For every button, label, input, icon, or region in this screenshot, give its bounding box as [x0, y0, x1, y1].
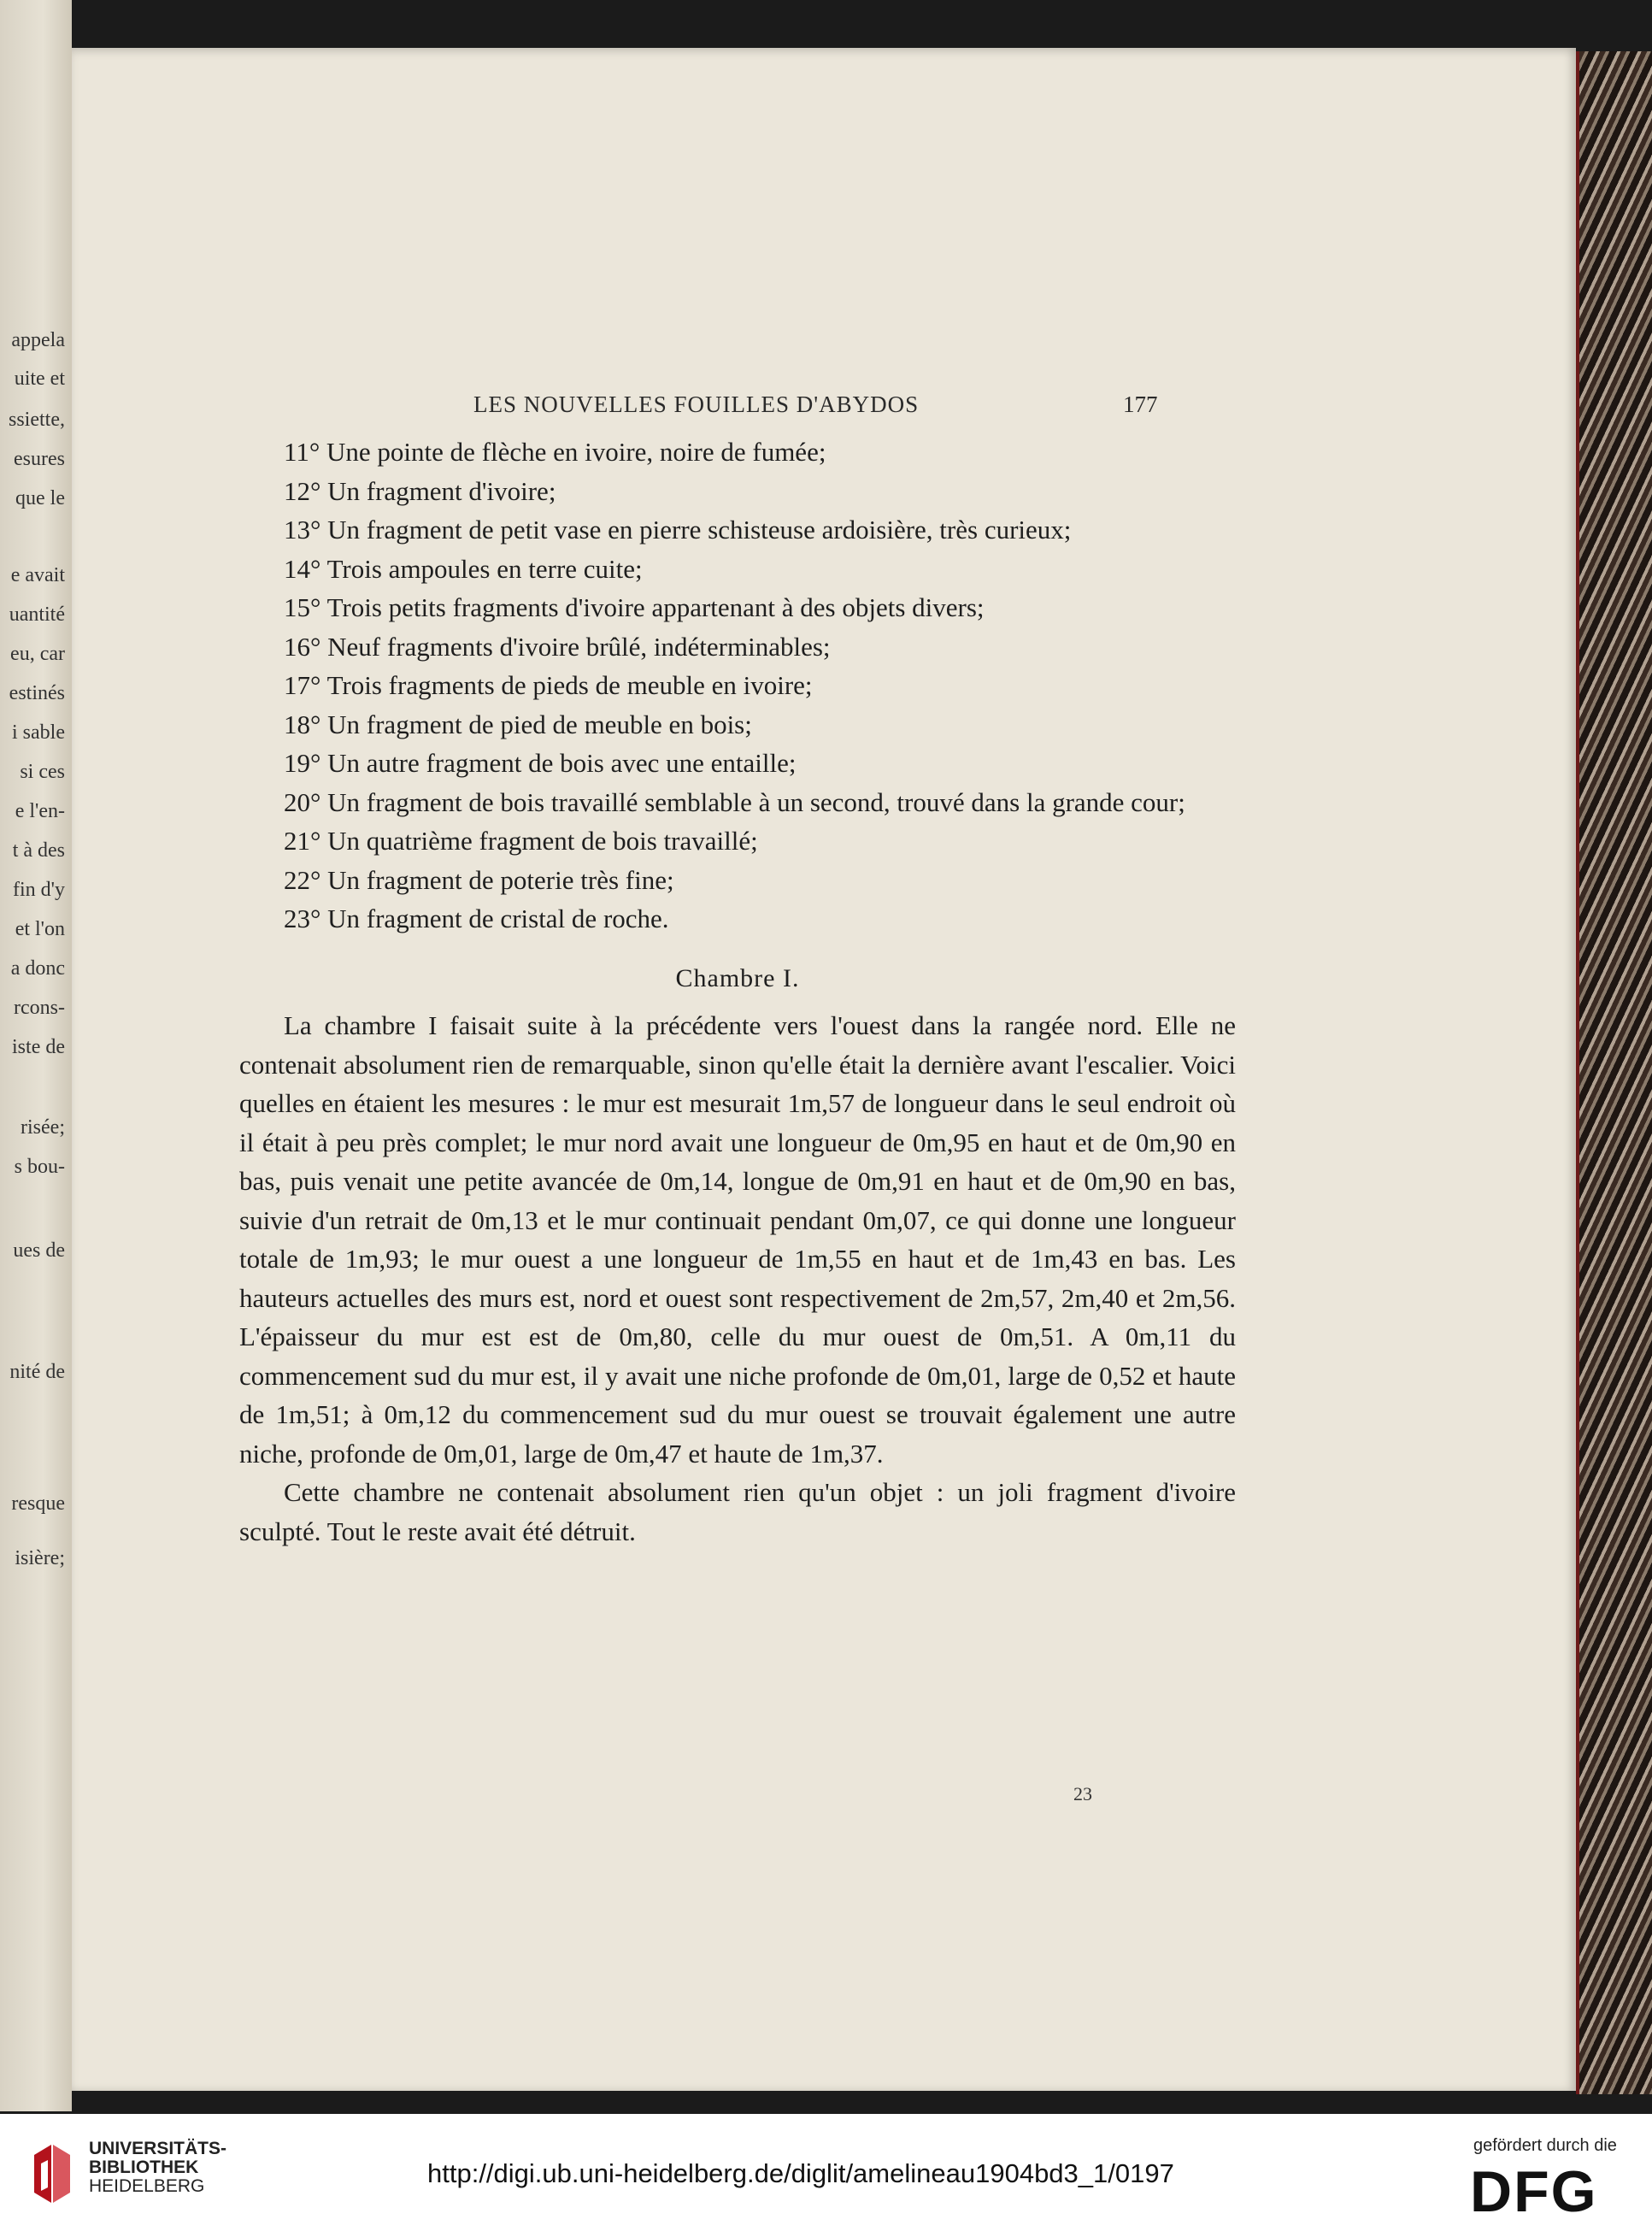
- previous-page-fragment: a donc: [10, 957, 65, 980]
- scanned-page: [72, 48, 1576, 2091]
- previous-page-fragment: iste de: [12, 1036, 65, 1058]
- previous-page-fragment: risée;: [21, 1116, 65, 1139]
- dfg-logo: DFG: [1470, 2159, 1598, 2224]
- permalink-url[interactable]: http://digi.ub.uni-heidelberg.de/diglit/amelineau1904bd3_1/0197: [427, 2158, 1174, 2188]
- previous-page-fragment: s bou-: [14, 1156, 65, 1178]
- list-item: 21° Un quatrième fragment de bois travaillé;: [284, 826, 758, 856]
- previous-page-fragment: que le: [15, 487, 65, 509]
- previous-page-fragment: si ces: [20, 761, 65, 783]
- previous-page-fragment: ssiette,: [9, 409, 65, 431]
- list-item: 22° Un fragment de poterie très fine;: [284, 864, 674, 895]
- paragraph: Cette chambre ne contenait absolument rien qu'un objet : un joli fragment d'ivoire sculpté. Tout le reste avait été détruit.: [239, 1477, 1236, 1546]
- list-item: 16° Neuf fragments d'ivoire brûlé, indéterminables;: [284, 631, 831, 662]
- library-line2: BIBLIOTHEK: [89, 2158, 199, 2177]
- list-item: 17° Trois fragments de pieds de meuble en ivoire;: [284, 670, 813, 700]
- list-item: 14° Trois ampoules en terre cuite;: [284, 553, 643, 584]
- previous-page-fragment: isière;: [15, 1547, 65, 1569]
- library-line1: UNIVERSITÄTS-: [89, 2139, 227, 2158]
- library-line3: HEIDELBERG: [89, 2176, 205, 2196]
- previous-page-fragment: e avait: [10, 564, 65, 586]
- page-number: 177: [1123, 391, 1158, 417]
- running-title: LES NOUVELLES FOUILLES D'ABYDOS: [473, 391, 920, 417]
- previous-page-fragment: eu, car: [10, 643, 65, 665]
- paragraph: La chambre I faisait suite à la précédente vers l'ouest dans la rangée nord. Elle ne contenait absolument rien de remarquable, sinon qu'elle était la dernière avant l'escalier. Voici quelles en étaient les mesures : le mur est mesurait 1m,57 de longueur dans le seul endroit où il était à peu près complet; le mur nord avait une longueur de 0m,95 en haut et de 0m,90 en bas, puis venait une petite avancée de 0m,14, longue de 0m,91 en haut et de 0m,90 en bas, suivie d'un retrait de 0m,13 et le mur continuait pendant 0m,07, ce qui donne une longueur totale de 1m,93; le mur ouest a une longueur de 1m,55 en haut et de 1m,43 en bas. Les hauteurs actuelles des murs est, nord et ouest sont respectivement de 2m,57, 2m,40 et 2m,56. L'épaisseur du mur est est de 0m,80, celle du mur ouest de 0m,51. A 0m,11 du commencement sud du mur est, il y avait une niche profonde de 0m,01, large de 0,52 et haute de 1m,51; à 0m,12 du commencement sud du mur ouest se trouvait également une autre niche, profonde de 0m,01, large de 0m,47 et haute de 1m,37.: [239, 1010, 1236, 1469]
- list-item: 23° Un fragment de cristal de roche.: [284, 904, 669, 933]
- list-item: 20° Un fragment de bois travaillé semblable à un second, trouvé dans la grande cour;: [284, 786, 1185, 817]
- library-name: [89, 2140, 226, 2196]
- university-library-logo-icon: [29, 2138, 73, 2210]
- previous-page-fragment: i sable: [12, 721, 65, 744]
- previous-page-fragment: e l'en-: [15, 800, 65, 822]
- list-item: 19° Un autre fragment de bois avec une entaille;: [284, 748, 797, 778]
- previous-page-fragment: estinés: [9, 682, 65, 704]
- previous-page-fragment: esures: [14, 448, 65, 470]
- previous-page-fragment: resque: [11, 1492, 65, 1515]
- previous-page-fragment: et l'on: [15, 918, 65, 940]
- marbled-cover-edge: [1576, 51, 1652, 2094]
- footer-bar: [0, 2114, 1652, 2237]
- previous-page-fragment: rcons-: [14, 997, 65, 1019]
- previous-page-fragment: nité de: [9, 1361, 65, 1383]
- previous-page-fragment: fin d'y: [13, 879, 65, 901]
- previous-page-fragment: t à des: [12, 839, 65, 862]
- paragraph-group: [239, 1006, 1236, 1551]
- section-heading: Chambre I.: [675, 963, 800, 992]
- previous-page-fragment: uite et: [14, 368, 65, 390]
- previous-page-edge: [0, 0, 72, 2111]
- list-item: 13° Un fragment de petit vase en pierre schisteuse ardoisière, très curieux;: [284, 515, 1072, 545]
- list-item: 11° Une pointe de flèche en ivoire, noire de fumée;: [284, 437, 826, 467]
- list-item: 12° Un fragment d'ivoire;: [284, 475, 556, 506]
- previous-page-fragment: ues de: [13, 1239, 65, 1262]
- funding-caption: gefördert durch die: [1473, 2136, 1617, 2155]
- running-head: [72, 391, 1576, 426]
- previous-page-fragment: appela: [11, 329, 65, 351]
- signature-mark: 23: [1073, 1783, 1092, 1804]
- previous-page-fragment: uantité: [9, 603, 65, 626]
- list-item: 18° Un fragment de pied de meuble en bois;: [284, 709, 752, 739]
- list-item: 15° Trois petits fragments d'ivoire appartenant à des objets divers;: [284, 592, 985, 622]
- enumerated-list: [239, 433, 1236, 939]
- body-text: [239, 433, 1236, 1551]
